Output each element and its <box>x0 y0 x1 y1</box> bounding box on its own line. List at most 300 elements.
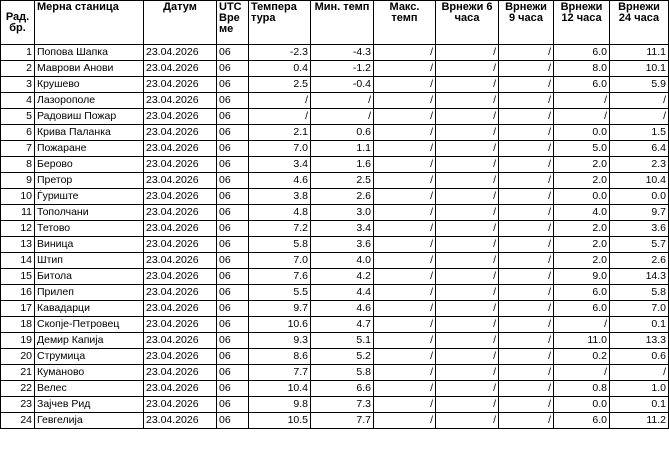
cell-min-temp: 4.6 <box>311 301 374 317</box>
cell-station: Виница <box>35 237 144 253</box>
cell-precip-6h: / <box>436 301 499 317</box>
cell-precip-9h: / <box>499 157 554 173</box>
cell-min-temp: 4.2 <box>311 269 374 285</box>
cell-row-number: 7 <box>1 141 35 157</box>
cell-precip-24h: / <box>610 109 669 125</box>
cell-precip-6h: / <box>436 157 499 173</box>
cell-utc-time: 06 <box>217 93 249 109</box>
cell-row-number: 21 <box>1 365 35 381</box>
cell-precip-6h: / <box>436 349 499 365</box>
cell-min-temp: -4.3 <box>311 45 374 61</box>
cell-max-temp: / <box>374 253 436 269</box>
cell-row-number: 18 <box>1 317 35 333</box>
cell-precip-24h: 9.7 <box>610 205 669 221</box>
table-row <box>1 269 669 285</box>
cell-precip-9h: / <box>499 221 554 237</box>
cell-station: Струмица <box>35 349 144 365</box>
cell-precip-24h: 2.6 <box>610 253 669 269</box>
cell-precip-9h: / <box>499 365 554 381</box>
cell-station: Битола <box>35 269 144 285</box>
cell-temperature: / <box>249 93 311 109</box>
cell-precip-24h: 7.0 <box>610 301 669 317</box>
cell-station: Претор <box>35 173 144 189</box>
cell-min-temp: -1.2 <box>311 61 374 77</box>
cell-precip-24h: 6.4 <box>610 141 669 157</box>
cell-max-temp: / <box>374 189 436 205</box>
cell-precip-6h: / <box>436 237 499 253</box>
cell-row-number: 19 <box>1 333 35 349</box>
cell-station: Тополчани <box>35 205 144 221</box>
cell-precip-12h: 6.0 <box>554 77 610 93</box>
cell-precip-6h: / <box>436 221 499 237</box>
cell-precip-9h: / <box>499 77 554 93</box>
cell-min-temp: 6.6 <box>311 381 374 397</box>
cell-row-number: 12 <box>1 221 35 237</box>
cell-precip-9h: / <box>499 317 554 333</box>
cell-precip-24h: 0.1 <box>610 317 669 333</box>
cell-max-temp: / <box>374 205 436 221</box>
cell-date: 23.04.2026 <box>144 189 217 205</box>
cell-max-temp: / <box>374 285 436 301</box>
cell-utc-time: 06 <box>217 349 249 365</box>
cell-row-number: 17 <box>1 301 35 317</box>
table-row <box>1 189 669 205</box>
cell-date: 23.04.2026 <box>144 173 217 189</box>
cell-date: 23.04.2026 <box>144 93 217 109</box>
cell-precip-6h: / <box>436 189 499 205</box>
table-row <box>1 45 669 61</box>
cell-station: Попова Шапка <box>35 45 144 61</box>
cell-precip-24h: / <box>610 365 669 381</box>
cell-precip-12h: 6.0 <box>554 285 610 301</box>
table-body <box>1 45 669 429</box>
cell-temperature: 3.4 <box>249 157 311 173</box>
cell-precip-9h: / <box>499 397 554 413</box>
cell-row-number: 9 <box>1 173 35 189</box>
cell-utc-time: 06 <box>217 221 249 237</box>
cell-precip-9h: / <box>499 333 554 349</box>
cell-row-number: 1 <box>1 45 35 61</box>
table-row <box>1 237 669 253</box>
header-temperature: Темпера тура <box>249 1 311 45</box>
cell-precip-9h: / <box>499 413 554 429</box>
cell-utc-time: 06 <box>217 45 249 61</box>
cell-precip-24h: 3.6 <box>610 221 669 237</box>
cell-utc-time: 06 <box>217 301 249 317</box>
cell-temperature: -2.3 <box>249 45 311 61</box>
cell-utc-time: 06 <box>217 61 249 77</box>
cell-utc-time: 06 <box>217 285 249 301</box>
cell-row-number: 15 <box>1 269 35 285</box>
cell-precip-9h: / <box>499 269 554 285</box>
cell-date: 23.04.2026 <box>144 125 217 141</box>
table-row <box>1 141 669 157</box>
cell-precip-12h: 0.0 <box>554 397 610 413</box>
cell-temperature: 5.8 <box>249 237 311 253</box>
cell-max-temp: / <box>374 333 436 349</box>
cell-date: 23.04.2026 <box>144 45 217 61</box>
table-row <box>1 397 669 413</box>
cell-station: Кавадарци <box>35 301 144 317</box>
cell-temperature: / <box>249 109 311 125</box>
cell-temperature: 10.6 <box>249 317 311 333</box>
cell-temperature: 4.8 <box>249 205 311 221</box>
cell-precip-9h: / <box>499 301 554 317</box>
cell-temperature: 2.5 <box>249 77 311 93</box>
cell-date: 23.04.2026 <box>144 285 217 301</box>
cell-max-temp: / <box>374 221 436 237</box>
cell-precip-9h: / <box>499 109 554 125</box>
cell-utc-time: 06 <box>217 413 249 429</box>
table-row <box>1 173 669 189</box>
cell-utc-time: 06 <box>217 317 249 333</box>
header-precip-6h: Врнежи 6 часа <box>436 1 499 45</box>
cell-max-temp: / <box>374 365 436 381</box>
cell-temperature: 9.7 <box>249 301 311 317</box>
cell-precip-9h: / <box>499 237 554 253</box>
cell-row-number: 13 <box>1 237 35 253</box>
cell-station: Крушево <box>35 77 144 93</box>
cell-max-temp: / <box>374 173 436 189</box>
table-row <box>1 77 669 93</box>
cell-precip-6h: / <box>436 205 499 221</box>
cell-station: Велес <box>35 381 144 397</box>
cell-precip-9h: / <box>499 381 554 397</box>
cell-precip-12h: 0.2 <box>554 349 610 365</box>
cell-utc-time: 06 <box>217 77 249 93</box>
cell-precip-9h: / <box>499 61 554 77</box>
table-row <box>1 381 669 397</box>
cell-max-temp: / <box>374 141 436 157</box>
cell-temperature: 7.7 <box>249 365 311 381</box>
cell-min-temp: 7.3 <box>311 397 374 413</box>
cell-max-temp: / <box>374 349 436 365</box>
cell-date: 23.04.2026 <box>144 141 217 157</box>
cell-precip-9h: / <box>499 125 554 141</box>
cell-precip-24h: 14.3 <box>610 269 669 285</box>
cell-max-temp: / <box>374 61 436 77</box>
cell-row-number: 5 <box>1 109 35 125</box>
cell-precip-9h: / <box>499 285 554 301</box>
cell-max-temp: / <box>374 237 436 253</box>
cell-precip-6h: / <box>436 61 499 77</box>
cell-station: Крива Паланка <box>35 125 144 141</box>
header-date: Датум <box>144 1 217 45</box>
cell-precip-6h: / <box>436 333 499 349</box>
cell-station: Скопје-Петровец <box>35 317 144 333</box>
cell-temperature: 0.4 <box>249 61 311 77</box>
cell-date: 23.04.2026 <box>144 269 217 285</box>
cell-date: 23.04.2026 <box>144 349 217 365</box>
table-row <box>1 61 669 77</box>
cell-row-number: 24 <box>1 413 35 429</box>
cell-precip-6h: / <box>436 317 499 333</box>
cell-max-temp: / <box>374 45 436 61</box>
cell-min-temp: 0.6 <box>311 125 374 141</box>
table-row <box>1 301 669 317</box>
cell-date: 23.04.2026 <box>144 61 217 77</box>
cell-station: Радовиш Пожар <box>35 109 144 125</box>
cell-utc-time: 06 <box>217 237 249 253</box>
cell-date: 23.04.2026 <box>144 109 217 125</box>
cell-utc-time: 06 <box>217 173 249 189</box>
cell-max-temp: / <box>374 269 436 285</box>
cell-min-temp: 3.4 <box>311 221 374 237</box>
cell-temperature: 10.5 <box>249 413 311 429</box>
cell-precip-6h: / <box>436 173 499 189</box>
cell-precip-24h: 5.9 <box>610 77 669 93</box>
cell-precip-6h: / <box>436 125 499 141</box>
cell-precip-24h: 0.6 <box>610 349 669 365</box>
cell-min-temp: 4.4 <box>311 285 374 301</box>
cell-precip-12h: 8.0 <box>554 61 610 77</box>
cell-utc-time: 06 <box>217 253 249 269</box>
cell-min-temp: 3.0 <box>311 205 374 221</box>
cell-date: 23.04.2026 <box>144 221 217 237</box>
table-row <box>1 109 669 125</box>
cell-station: Тетово <box>35 221 144 237</box>
cell-row-number: 10 <box>1 189 35 205</box>
cell-precip-24h: 10.1 <box>610 61 669 77</box>
cell-precip-12h: 2.0 <box>554 237 610 253</box>
cell-precip-6h: / <box>436 93 499 109</box>
cell-precip-12h: 6.0 <box>554 45 610 61</box>
cell-date: 23.04.2026 <box>144 253 217 269</box>
cell-min-temp: 2.6 <box>311 189 374 205</box>
cell-precip-12h: 2.0 <box>554 157 610 173</box>
cell-station: Штип <box>35 253 144 269</box>
cell-precip-12h: 5.0 <box>554 141 610 157</box>
table-row <box>1 253 669 269</box>
cell-utc-time: 06 <box>217 333 249 349</box>
header-min-temp: Мин. темп <box>311 1 374 45</box>
cell-date: 23.04.2026 <box>144 333 217 349</box>
cell-temperature: 7.0 <box>249 253 311 269</box>
cell-utc-time: 06 <box>217 141 249 157</box>
cell-utc-time: 06 <box>217 189 249 205</box>
cell-temperature: 7.6 <box>249 269 311 285</box>
cell-precip-12h: 2.0 <box>554 173 610 189</box>
cell-temperature: 8.6 <box>249 349 311 365</box>
header-max-temp: Макс. темп <box>374 1 436 45</box>
table-row <box>1 157 669 173</box>
table-row <box>1 125 669 141</box>
cell-precip-12h: 6.0 <box>554 413 610 429</box>
cell-min-temp: / <box>311 93 374 109</box>
table-row <box>1 221 669 237</box>
cell-min-temp: 4.7 <box>311 317 374 333</box>
table-row <box>1 285 669 301</box>
cell-precip-6h: / <box>436 77 499 93</box>
cell-max-temp: / <box>374 413 436 429</box>
cell-precip-24h: 0.1 <box>610 397 669 413</box>
cell-date: 23.04.2026 <box>144 381 217 397</box>
cell-min-temp: 3.6 <box>311 237 374 253</box>
cell-precip-12h: 4.0 <box>554 205 610 221</box>
cell-max-temp: / <box>374 381 436 397</box>
cell-station: Куманово <box>35 365 144 381</box>
cell-precip-12h: 6.0 <box>554 301 610 317</box>
cell-station: Прилеп <box>35 285 144 301</box>
cell-row-number: 16 <box>1 285 35 301</box>
cell-max-temp: / <box>374 93 436 109</box>
cell-utc-time: 06 <box>217 381 249 397</box>
cell-precip-6h: / <box>436 413 499 429</box>
cell-precip-9h: / <box>499 45 554 61</box>
cell-temperature: 5.5 <box>249 285 311 301</box>
cell-max-temp: / <box>374 317 436 333</box>
cell-precip-12h: 2.0 <box>554 253 610 269</box>
cell-min-temp: / <box>311 109 374 125</box>
cell-precip-6h: / <box>436 381 499 397</box>
cell-max-temp: / <box>374 157 436 173</box>
cell-precip-24h: 1.0 <box>610 381 669 397</box>
cell-precip-12h: / <box>554 365 610 381</box>
cell-date: 23.04.2026 <box>144 205 217 221</box>
cell-precip-6h: / <box>436 253 499 269</box>
cell-precip-12h: / <box>554 317 610 333</box>
cell-row-number: 22 <box>1 381 35 397</box>
cell-utc-time: 06 <box>217 109 249 125</box>
cell-min-temp: 1.6 <box>311 157 374 173</box>
cell-min-temp: 4.0 <box>311 253 374 269</box>
cell-precip-12h: 9.0 <box>554 269 610 285</box>
cell-temperature: 3.8 <box>249 189 311 205</box>
cell-temperature: 7.0 <box>249 141 311 157</box>
cell-precip-24h: / <box>610 93 669 109</box>
cell-precip-6h: / <box>436 365 499 381</box>
cell-temperature: 2.1 <box>249 125 311 141</box>
cell-precip-9h: / <box>499 253 554 269</box>
cell-station: Пожаране <box>35 141 144 157</box>
cell-precip-24h: 10.4 <box>610 173 669 189</box>
cell-precip-9h: / <box>499 93 554 109</box>
cell-utc-time: 06 <box>217 125 249 141</box>
cell-precip-6h: / <box>436 397 499 413</box>
header-precip-12h: Врнежи 12 часа <box>554 1 610 45</box>
header-station: Мерна станица <box>35 1 144 45</box>
cell-min-temp: 5.1 <box>311 333 374 349</box>
cell-row-number: 20 <box>1 349 35 365</box>
cell-temperature: 9.8 <box>249 397 311 413</box>
cell-precip-12h: 2.0 <box>554 221 610 237</box>
cell-date: 23.04.2026 <box>144 317 217 333</box>
cell-min-temp: 7.7 <box>311 413 374 429</box>
cell-min-temp: 1.1 <box>311 141 374 157</box>
cell-precip-9h: / <box>499 189 554 205</box>
header-precip-24h: Врнежи 24 часа <box>610 1 669 45</box>
cell-date: 23.04.2026 <box>144 365 217 381</box>
cell-date: 23.04.2026 <box>144 397 217 413</box>
cell-precip-12h: / <box>554 109 610 125</box>
cell-row-number: 11 <box>1 205 35 221</box>
table-row <box>1 349 669 365</box>
table-header <box>1 1 669 45</box>
cell-station: Берово <box>35 157 144 173</box>
cell-precip-24h: 11.2 <box>610 413 669 429</box>
cell-precip-24h: 11.1 <box>610 45 669 61</box>
cell-row-number: 3 <box>1 77 35 93</box>
cell-max-temp: / <box>374 125 436 141</box>
cell-precip-12h: 0.0 <box>554 125 610 141</box>
cell-temperature: 10.4 <box>249 381 311 397</box>
cell-precip-9h: / <box>499 141 554 157</box>
cell-station: Лазорополе <box>35 93 144 109</box>
cell-precip-24h: 2.3 <box>610 157 669 173</box>
cell-precip-9h: / <box>499 205 554 221</box>
cell-max-temp: / <box>374 301 436 317</box>
table-row <box>1 93 669 109</box>
header-row <box>1 1 669 45</box>
cell-precip-9h: / <box>499 349 554 365</box>
cell-date: 23.04.2026 <box>144 237 217 253</box>
cell-precip-24h: 5.7 <box>610 237 669 253</box>
cell-row-number: 23 <box>1 397 35 413</box>
cell-station: Гевгелија <box>35 413 144 429</box>
header-utc-time: UTC Вре ме <box>217 1 249 45</box>
cell-station: Маврови Анови <box>35 61 144 77</box>
cell-row-number: 2 <box>1 61 35 77</box>
cell-precip-24h: 1.5 <box>610 125 669 141</box>
cell-date: 23.04.2026 <box>144 301 217 317</box>
table-row <box>1 317 669 333</box>
cell-precip-6h: / <box>436 45 499 61</box>
cell-date: 23.04.2026 <box>144 77 217 93</box>
header-row-number: Рад. бр. <box>1 1 35 45</box>
cell-max-temp: / <box>374 77 436 93</box>
cell-utc-time: 06 <box>217 205 249 221</box>
cell-temperature: 4.6 <box>249 173 311 189</box>
cell-precip-6h: / <box>436 109 499 125</box>
cell-precip-12h: 11.0 <box>554 333 610 349</box>
cell-min-temp: -0.4 <box>311 77 374 93</box>
cell-min-temp: 5.8 <box>311 365 374 381</box>
cell-max-temp: / <box>374 397 436 413</box>
cell-precip-24h: 5.8 <box>610 285 669 301</box>
cell-min-temp: 2.5 <box>311 173 374 189</box>
table-row <box>1 205 669 221</box>
cell-precip-6h: / <box>436 285 499 301</box>
cell-precip-12h: / <box>554 93 610 109</box>
cell-precip-6h: / <box>436 269 499 285</box>
cell-precip-12h: 0.8 <box>554 381 610 397</box>
cell-max-temp: / <box>374 109 436 125</box>
cell-temperature: 7.2 <box>249 221 311 237</box>
cell-station: Демир Капија <box>35 333 144 349</box>
table-row <box>1 413 669 429</box>
cell-precip-9h: / <box>499 173 554 189</box>
cell-temperature: 9.3 <box>249 333 311 349</box>
cell-utc-time: 06 <box>217 269 249 285</box>
cell-precip-24h: 0.0 <box>610 189 669 205</box>
cell-row-number: 14 <box>1 253 35 269</box>
cell-min-temp: 5.2 <box>311 349 374 365</box>
table-row <box>1 333 669 349</box>
cell-row-number: 8 <box>1 157 35 173</box>
cell-utc-time: 06 <box>217 157 249 173</box>
table-row <box>1 365 669 381</box>
header-precip-9h: Врнежи 9 часа <box>499 1 554 45</box>
cell-utc-time: 06 <box>217 397 249 413</box>
cell-row-number: 4 <box>1 93 35 109</box>
cell-date: 23.04.2026 <box>144 413 217 429</box>
cell-station: Зајчев Рид <box>35 397 144 413</box>
cell-row-number: 6 <box>1 125 35 141</box>
cell-station: Ѓуриште <box>35 189 144 205</box>
cell-precip-24h: 13.3 <box>610 333 669 349</box>
cell-utc-time: 06 <box>217 365 249 381</box>
cell-date: 23.04.2026 <box>144 157 217 173</box>
